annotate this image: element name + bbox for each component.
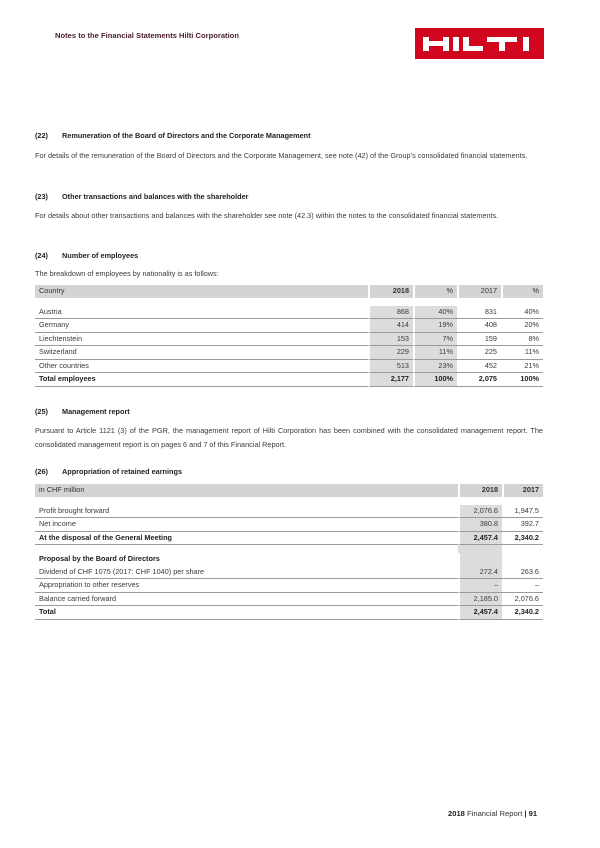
country-cell: Other countries [35,360,368,374]
value-2017: 2,076.6 [502,593,543,607]
value-2018: 2,185.0 [458,593,502,607]
footer-year: 2018 [448,809,465,818]
row-label: Appropriation to other reserves [35,579,458,593]
col-header-pct-2017: % [501,285,543,298]
table-subtotal-row [35,532,543,546]
table-total-row [35,373,543,387]
section-number: (24) [35,251,48,260]
table-row [35,518,543,532]
section-title: Appropriation of retained earnings [62,467,183,476]
table-row [35,319,543,333]
pct-2018: 7% [413,333,457,347]
section-number: (26) [35,467,48,476]
page-header-title: Notes to the Financial Statements Hilti Corporation [55,31,239,40]
table-row [35,566,543,580]
pct-2017: 8% [501,333,543,347]
col-header-2017: 2017 [457,285,501,298]
col-header-2018: 2018 [368,285,413,298]
col-header-2017: 2017 [502,484,543,497]
total-2018: 2,457.4 [458,606,502,620]
retained-earnings-table [35,484,543,620]
value-2017: 263.6 [502,566,543,580]
pct-2017: 21% [501,360,543,374]
value-2018: 2,076.6 [458,505,502,519]
total-pct-2017: 100% [501,373,543,387]
col-header-unit: in CHF million [35,484,458,497]
employees-table [35,285,543,387]
section-23-heading [35,192,249,201]
value-2017: 392.7 [502,518,543,532]
total-label: Total employees [35,373,368,387]
row-label: Net income [35,518,458,532]
value-2018: – [458,579,502,593]
section-24-heading [35,251,138,260]
section-22-heading [35,131,311,140]
footer-label: Financial Report [464,809,525,818]
section-number: (25) [35,407,48,416]
row-label: Profit brought forward [35,505,458,519]
country-cell: Germany [35,319,368,333]
value-2018: 153 [368,333,413,347]
col-header-pct-2018: % [413,285,457,298]
page-footer [448,809,537,818]
section-23-text: For details about other transactions and balances with the shareholder see note (42.3) within the notes to the consolidated financial statements. [35,211,499,220]
proposal-heading-row [35,553,543,566]
value-2017: 159 [457,333,501,347]
proposal-heading: Proposal by the Board of Directors [39,554,160,563]
table-row [35,360,543,374]
section-22-text: For details of the remuneration of the Board of Directors and the Corporate Management, see note (42) of the Group’s consolidated financial statements. [35,151,528,160]
table-row [35,306,543,320]
hilti-logo [415,28,544,59]
value-2018: 272.4 [458,566,502,580]
row-label: Dividend of CHF 1075 (2017: CHF 1040) per share [35,566,458,580]
section-number: (23) [35,192,48,201]
section-24-text: The breakdown of employees by nationality is as follows: [35,269,219,278]
country-cell: Switzerland [35,346,368,360]
subtotal-2017: 2,340.2 [502,532,543,546]
value-2017: 225 [457,346,501,360]
value-2017: 452 [457,360,501,374]
section-title: Other transactions and balances with the shareholder [62,192,249,201]
section-25-heading [35,407,130,416]
table-row [35,579,543,593]
pct-2017: 40% [501,306,543,320]
total-2018: 2,177 [368,373,413,387]
section-25-text: Pursuant to Article 1121 (3) of the PGR, the management report of Hilti Corporation has been combined with the consolidated management report. The consolidated management report is on pages 6 and 7 of this Financial Report. [35,426,543,449]
section-26-heading [35,467,182,476]
col-header-country: Country [35,285,368,298]
col-header-2018: 2018 [458,484,502,497]
table-row [35,346,543,360]
value-2018: 414 [368,319,413,333]
row-label: Balance carried forward [35,593,458,607]
total-label: Total [35,606,458,620]
subtotal-label: At the disposal of the General Meeting [35,532,458,546]
section-title: Number of employees [62,251,139,260]
value-2017: 1,947.5 [502,505,543,519]
table-row [35,593,543,607]
pct-2018: 40% [413,306,457,320]
table-header-row [35,285,543,298]
total-2017: 2,340.2 [502,606,543,620]
value-2018: 868 [368,306,413,320]
country-cell: Austria [35,306,368,320]
pct-2018: 19% [413,319,457,333]
hilti-logo-icon [415,28,544,59]
pct-2017: 11% [501,346,543,360]
total-pct-2018: 100% [413,373,457,387]
subtotal-2018: 2,457.4 [458,532,502,546]
value-2018: 380.8 [458,518,502,532]
table-total-row [35,606,543,620]
table-header-row [35,484,543,497]
section-title: Remuneration of the Board of Directors and the Corporate Management [62,131,311,140]
country-cell: Liechtenstein [35,333,368,347]
total-2017: 2,075 [457,373,501,387]
value-2018: 513 [368,360,413,374]
footer-page-number: | 91 [524,809,538,818]
table-row [35,505,543,519]
pct-2018: 23% [413,360,457,374]
value-2017: 831 [457,306,501,320]
pct-2018: 11% [413,346,457,360]
value-2017: – [502,579,543,593]
pct-2017: 20% [501,319,543,333]
section-title: Management report [62,407,130,416]
table-row [35,333,543,347]
value-2018: 229 [368,346,413,360]
value-2017: 408 [457,319,501,333]
section-number: (22) [35,131,48,140]
